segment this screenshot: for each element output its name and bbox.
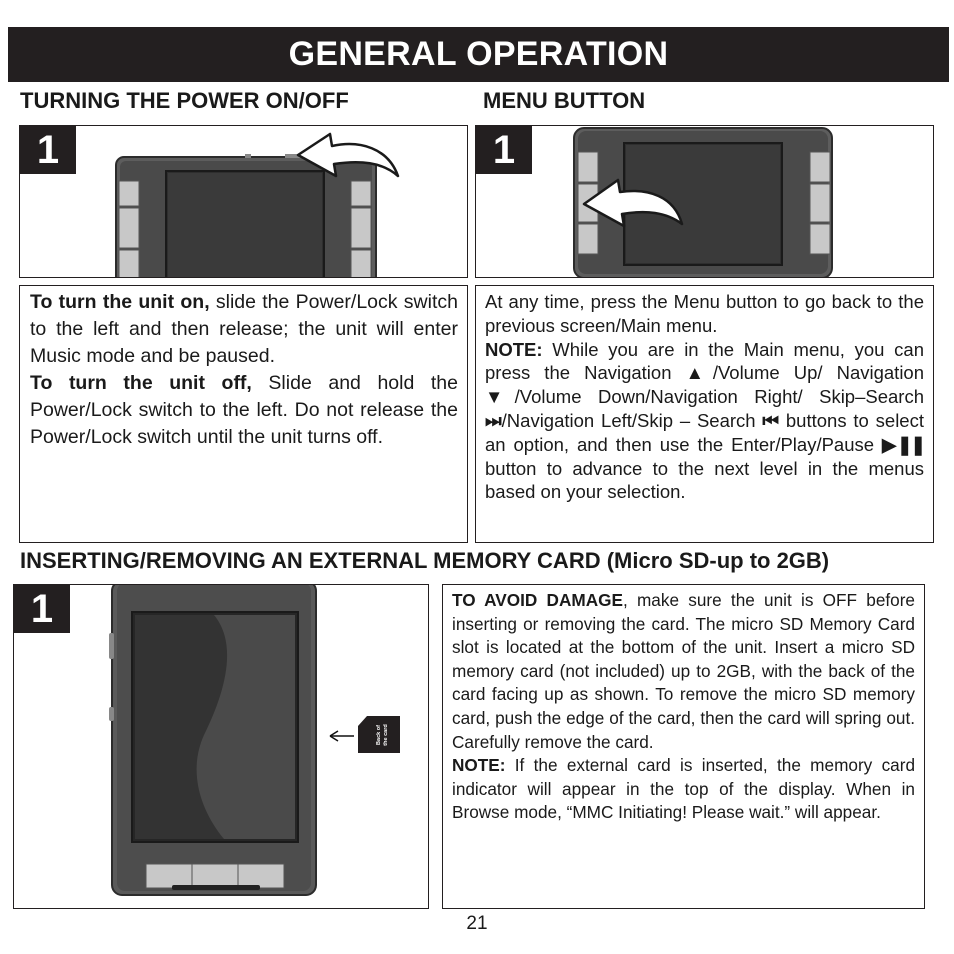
page-number: 21 — [466, 913, 488, 934]
page-title: GENERAL OPERATION — [8, 27, 949, 82]
menu-instructions — [475, 285, 934, 543]
card-note-label: NOTE: — [452, 755, 506, 776]
card-step-number: 1 — [14, 585, 70, 633]
skip-forward-icon: ⏭ — [485, 409, 502, 431]
power-heading: TURNING THE POWER ON/OFF — [20, 88, 349, 113]
power-on-paragraph — [30, 289, 458, 370]
menu-heading: MENU BUTTON — [483, 88, 646, 113]
menu-intro: At any time, press the Menu button to go back to the previous screen/Main menu. — [485, 291, 924, 336]
menu-step-number: 1 — [476, 126, 532, 174]
card-heading: INSERTING/REMOVING AN EXTERNAL MEMORY CARD (Micro SD-up to 2GB) — [20, 548, 830, 573]
power-off-text: Slide and hold the Power/Lock switch to the left. Do not release the Power/Lock switch until the unit turns off. — [30, 372, 458, 448]
device-back-illustration — [14, 585, 429, 909]
card-warning-lead: TO AVOID DAMAGE — [452, 590, 623, 610]
power-step-number: 1 — [20, 126, 76, 174]
power-off-lead: To turn the unit off, — [30, 372, 252, 394]
power-on-text: slide the Power/Lock switch to the left and then release; the unit will enter Music mode and be paused. — [30, 291, 458, 367]
card-illustration — [13, 584, 429, 909]
card-instructions — [442, 584, 925, 909]
power-off-paragraph — [30, 370, 458, 451]
navigation-down-icon: ▼ — [485, 386, 515, 408]
skip-back-icon: ⏮ — [762, 409, 780, 431]
menu-illustration — [475, 125, 934, 278]
menu-note: NOTE: While you are in the Main menu, you can press the Navigation ▲/Volume Up/ Navigation ▼/Volume Down/Navigation Right/ Skip–Search ⏭/Navigation Left/Skip – Search ⏮ buttons to select an option, and then use the Enter/Play/Pause ▶❚❚ button to advance to the next level in the menus based on your selection. — [485, 338, 925, 503]
device-front-illustration — [476, 126, 934, 278]
device-top-illustration — [20, 126, 468, 278]
power-illustration — [19, 125, 468, 278]
power-on-lead: To turn the unit on, — [30, 291, 210, 313]
menu-note-label: NOTE: — [485, 338, 543, 360]
power-instructions — [19, 285, 468, 543]
card-paragraph: TO AVOID DAMAGE, make sure the unit is OFF before inserting or removing the card. The micro SD Memory Card slot is located at the bottom of the unit. Insert a micro SD memory card (not included) up to 2GB, with the back of the card facing up as shown. To remove the micro SD memory card, push the edge of the card, then the card will spring out. Carefully remove the card. — [452, 590, 915, 752]
card-note: NOTE: If the external card is inserted, the memory card indicator will appear in the top of the display. When in Browse mode, “MMC Initiating! Please wait.” will appear. — [452, 755, 915, 823]
card-back-label: Back of the card — [376, 724, 389, 746]
play-pause-icon: ▶❚❚ — [881, 433, 925, 455]
navigation-up-icon: ▲ — [685, 362, 713, 384]
